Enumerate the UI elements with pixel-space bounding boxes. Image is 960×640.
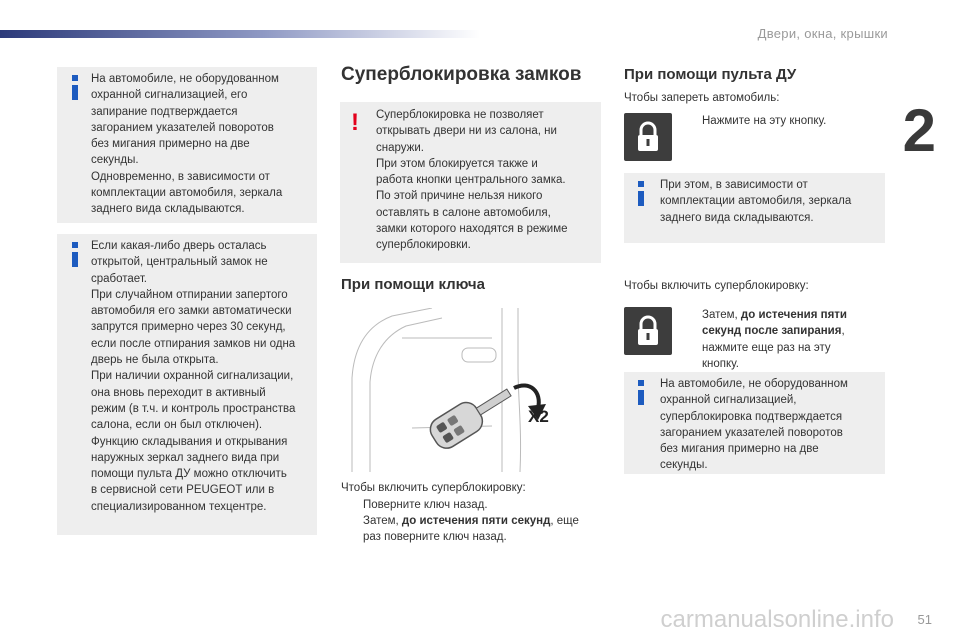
lock-icon [624,113,672,161]
note-text: На автомобиле, не оборудованном охранной сигнализацией, его запирание подтверждается загоранием указателей поворотов без мигания примерно на две секунды. Одновременно, в зависимости от комплектации автомобиля, зеркала заднего вида складываются. [91,73,283,216]
lock-button-image [624,307,672,355]
lock-button-image [624,113,672,161]
note-text: При этом, в зависимости от комплектации автомобиля, зеркала заднего вида складываются. [660,179,852,224]
remote-super-intro: Чтобы включить суперблокировку: [624,280,809,292]
section-title: Суперблокировка замков [341,64,582,85]
remote-heading: При помощи пульта ДУ [624,66,797,83]
header-accent-bar [0,30,480,38]
note-box-mirrors [624,173,885,243]
note-box-lock-confirm [57,67,317,223]
chapter-title: Двери, окна, крышки [757,26,888,41]
repeat-label: X2 [528,407,549,426]
remote-lock-intro: Чтобы запереть автомобиль: [624,92,780,104]
info-icon [72,75,78,100]
info-icon [72,242,78,267]
warning-text: Суперблокировка не позволяет открывать двери ни из салона, ни снаружи. При этом блокируется также и работа кнопки центрального замка. По этой причине нельзя никого оставлять в салоне автомобиля, замки которого находятся в режиме суперблокировки. [376,109,568,252]
key-illustration [342,308,600,472]
note-box-super-confirm [624,372,885,474]
warning-box [340,102,601,263]
note-text: Если какая-либо дверь осталась открытой, центральный замок не сработает. При случайном отпирании запертого автомобиля его замки автоматически запрутся примерно через 30 секунд, если после отпирания замков ни одна дверь не была открыта. При наличии охранной сигнализации, она вновь переходит в активный режим (в т.ч. и контроль пространства салона, если он был отключен). Функцию складывания и открывания наружных зеркал заднего вида при помощи пульта ДУ можно отключить в сервисной сети PEUGEOT или в специализированном техцентре. [91,240,296,513]
page-number: 51 [917,612,932,627]
note-box-door-open [57,234,317,535]
key-intro: Чтобы включить суперблокировку: [341,482,526,494]
info-icon [638,181,644,206]
watermark: carmanualsonline.info [660,606,894,633]
info-icon [638,380,644,405]
lock-icon [624,307,672,355]
warning-icon: ! [351,109,359,136]
note-text: На автомобиле, не оборудованном охранной сигнализацией, суперблокировка подтверждается загоранием указателей поворотов без мигания примерно на две секунды. [660,378,848,472]
key-heading: При помощи ключа [341,276,485,293]
chapter-number: 2 [902,97,936,164]
